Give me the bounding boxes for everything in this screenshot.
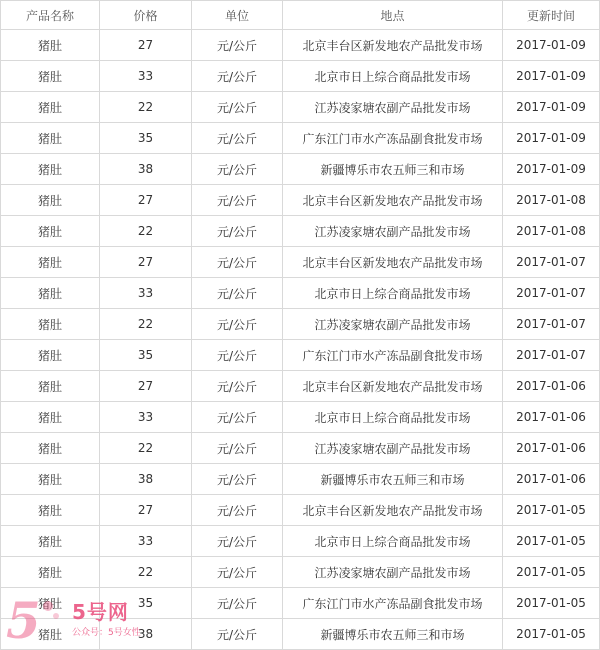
table-row [1,278,600,309]
cell-price: 35 [100,588,192,619]
cell-updated: 2017-01-06 [503,402,600,433]
cell-price: 38 [100,464,192,495]
watermark-site-name: 5号网 [72,600,129,624]
table-row [1,340,600,371]
cell-product: 猪肚 [1,123,100,154]
cell-unit: 元/公斤 [192,185,283,216]
cell-updated: 2017-01-09 [503,123,600,154]
cell-price: 27 [100,30,192,61]
svg-text:5: 5 [6,592,41,644]
cell-unit: 元/公斤 [192,278,283,309]
cell-updated: 2017-01-07 [503,309,600,340]
table-row [1,557,600,588]
cell-price: 33 [100,526,192,557]
cell-updated: 2017-01-07 [503,278,600,309]
cell-location: 北京市日上综合商品批发市场 [283,526,503,557]
table-body [1,30,600,650]
cell-unit: 元/公斤 [192,216,283,247]
table-row [1,154,600,185]
cell-product: 猪肚 [1,278,100,309]
cell-location: 江苏凌家塘农副产品批发市场 [283,309,503,340]
cell-product: 猪肚 [1,92,100,123]
cell-unit: 元/公斤 [192,123,283,154]
cell-updated: 2017-01-05 [503,495,600,526]
table-row [1,123,600,154]
cell-updated: 2017-01-05 [503,557,600,588]
column-header-product: 产品名称 [1,1,100,30]
table-row [1,185,600,216]
cell-unit: 元/公斤 [192,495,283,526]
cell-unit: 元/公斤 [192,30,283,61]
cell-updated: 2017-01-09 [503,92,600,123]
cell-unit: 元/公斤 [192,247,283,278]
cell-location: 广东江门市水产冻品副食批发市场 [283,123,503,154]
cell-location: 北京市日上综合商品批发市场 [283,61,503,92]
table-row [1,464,600,495]
cell-unit: 元/公斤 [192,61,283,92]
cell-price: 22 [100,309,192,340]
cell-unit: 元/公斤 [192,619,283,650]
table-row [1,433,600,464]
table-row [1,402,600,433]
cell-location: 北京丰台区新发地农产品批发市场 [283,185,503,216]
cell-updated: 2017-01-08 [503,216,600,247]
cell-price: 27 [100,247,192,278]
cell-unit: 元/公斤 [192,557,283,588]
cell-price: 38 [100,154,192,185]
cell-product: 猪肚 [1,185,100,216]
cell-location: 江苏凌家塘农副产品批发市场 [283,216,503,247]
table-row [1,61,600,92]
cell-price: 27 [100,495,192,526]
cell-updated: 2017-01-09 [503,61,600,92]
cell-product: 猪肚 [1,371,100,402]
cell-updated: 2017-01-05 [503,526,600,557]
cell-product: 猪肚 [1,464,100,495]
cell-location: 江苏凌家塘农副产品批发市场 [283,92,503,123]
cell-product: 猪肚 [1,154,100,185]
cell-location: 新疆博乐市农五师三和市场 [283,619,503,650]
cell-product: 猪肚 [1,61,100,92]
cell-unit: 元/公斤 [192,588,283,619]
table-row [1,371,600,402]
table-row [1,309,600,340]
cell-updated: 2017-01-08 [503,185,600,216]
cell-updated: 2017-01-06 [503,464,600,495]
column-header-price: 价格 [100,1,192,30]
cell-product: 猪肚 [1,557,100,588]
cell-price: 33 [100,278,192,309]
column-header-location: 地点 [283,1,503,30]
cell-updated: 2017-01-07 [503,247,600,278]
cell-product: 猪肚 [1,619,100,650]
cell-price: 35 [100,123,192,154]
cell-location: 广东江门市水产冻品副食批发市场 [283,340,503,371]
table-row [1,247,600,278]
cell-price: 22 [100,433,192,464]
cell-product: 猪肚 [1,402,100,433]
cell-location: 广东江门市水产冻品副食批发市场 [283,588,503,619]
cell-location: 北京丰台区新发地农产品批发市场 [283,247,503,278]
cell-product: 猪肚 [1,588,100,619]
cell-updated: 2017-01-05 [503,619,600,650]
column-header-updated: 更新时间 [503,1,600,30]
cell-unit: 元/公斤 [192,340,283,371]
cell-product: 猪肚 [1,247,100,278]
cell-product: 猪肚 [1,495,100,526]
table-row [1,526,600,557]
cell-location: 北京市日上综合商品批发市场 [283,402,503,433]
cell-location: 北京丰台区新发地农产品批发市场 [283,30,503,61]
cell-unit: 元/公斤 [192,92,283,123]
cell-location: 北京丰台区新发地农产品批发市场 [283,371,503,402]
cell-location: 江苏凌家塘农副产品批发市场 [283,557,503,588]
cell-location: 北京丰台区新发地农产品批发市场 [283,495,503,526]
table-row [1,495,600,526]
cell-updated: 2017-01-07 [503,340,600,371]
table-row [1,216,600,247]
cell-product: 猪肚 [1,30,100,61]
watermark-subtitle: 公众号：5号女性 [72,628,141,638]
table-row [1,30,600,61]
cell-updated: 2017-01-09 [503,30,600,61]
cell-price: 38 [100,619,192,650]
cell-location: 北京市日上综合商品批发市场 [283,278,503,309]
table-row [1,92,600,123]
cell-location: 江苏凌家塘农副产品批发市场 [283,433,503,464]
cell-product: 猪肚 [1,433,100,464]
cell-price: 22 [100,557,192,588]
cell-updated: 2017-01-06 [503,433,600,464]
table-row [1,619,600,650]
table-header [1,1,600,30]
cell-price: 33 [100,402,192,433]
column-header-unit: 单位 [192,1,283,30]
cell-unit: 元/公斤 [192,526,283,557]
cell-price: 33 [100,61,192,92]
cell-price: 27 [100,185,192,216]
cell-unit: 元/公斤 [192,464,283,495]
cell-location: 新疆博乐市农五师三和市场 [283,154,503,185]
header-row [1,1,600,30]
cell-price: 22 [100,92,192,123]
cell-unit: 元/公斤 [192,371,283,402]
cell-unit: 元/公斤 [192,402,283,433]
cell-product: 猪肚 [1,526,100,557]
cell-product: 猪肚 [1,340,100,371]
cell-price: 22 [100,216,192,247]
cell-price: 27 [100,371,192,402]
cell-updated: 2017-01-09 [503,154,600,185]
cell-unit: 元/公斤 [192,309,283,340]
cell-product: 猪肚 [1,309,100,340]
cell-price: 35 [100,340,192,371]
cell-updated: 2017-01-05 [503,588,600,619]
cell-unit: 元/公斤 [192,433,283,464]
cell-updated: 2017-01-06 [503,371,600,402]
cell-unit: 元/公斤 [192,154,283,185]
cell-product: 猪肚 [1,216,100,247]
cell-location: 新疆博乐市农五师三和市场 [283,464,503,495]
table-row [1,588,600,619]
